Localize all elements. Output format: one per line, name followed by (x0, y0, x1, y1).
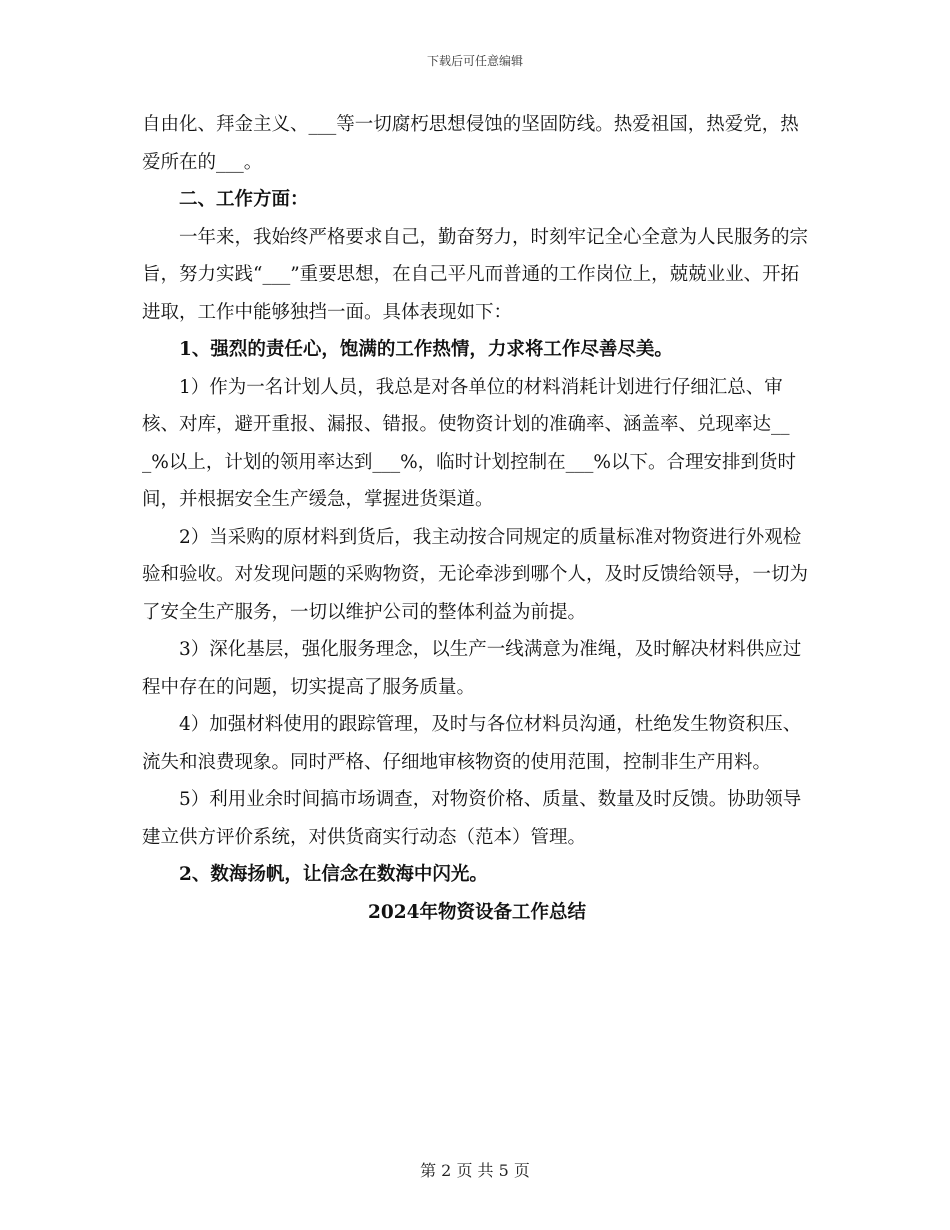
paragraph-2: 一年来，我始终严格要求自己，勤奋努力，时刻牢记全心全意为人民服务的宗旨，努力实践“___”重要思想，在自己平凡而普通的工作岗位上，兢兢业业、开拓进取，工作中能够独挡一面。具体表现如下： (142, 226, 809, 323)
list-item-5: 5）利用业余时间搞市场调查，对物资价格、质量、数量及时反馈。协助领导建立供方评价系统，对供货商实行动态（范本）管理。 (142, 789, 802, 848)
list-item-1: 1）作为一名计划人员，我总是对各单位的材料消耗计划进行仔细汇总、审核、对库，避开重报、漏报、错报。使物资计划的准确率、涵盖率、兑现率达___%以上，计划的领用率达到___%，临时计划控制在___%以下。合理安排到货时间，并根据安全生产缓急，掌握进货渠道。 (142, 376, 796, 510)
page-header: 下载后可任意编辑 (426, 54, 523, 68)
list-item-2: 2）当采购的原材料到货后，我主动按合同规定的质量标准对物资进行外观检验和验收。对发现问题的采购物资，无论牵涉到哪个人，及时反馈给领导，一切为了安全生产服务，一切以维护公司的整体利益为前提。 (142, 526, 809, 623)
section-heading-work: 二、工作方面： (179, 189, 309, 210)
subheading-1: 1、强烈的责任心，饱满的工作热情，力求将工作尽善尽美。 (179, 339, 673, 360)
page-number: 第 2 页 共 5 页 (420, 1161, 530, 1180)
list-item-4: 4）加强材料使用的跟踪管理，及时与各位材料员沟通，杜绝发生物资积压、流失和浪费现象。同时严格、仔细地审核物资的使用范围，控制非生产用料。 (142, 714, 802, 773)
subheading-2: 2、数海扬帆，让信念在数海中闪光。 (179, 864, 488, 885)
document-title: 2024年物资设备工作总结 (368, 901, 586, 923)
paragraph-1: 自由化、拜金主义、___等一切腐朽思想侵蚀的坚固防线。热爱祖国，热爱党，热爱所在的___。 (142, 114, 799, 173)
document-body (142, 106, 812, 931)
list-item-3: 3）深化基层，强化服务理念，以生产一线满意为准绳，及时解决材料供应过程中存在的问题，切实提高了服务质量。 (142, 639, 802, 698)
